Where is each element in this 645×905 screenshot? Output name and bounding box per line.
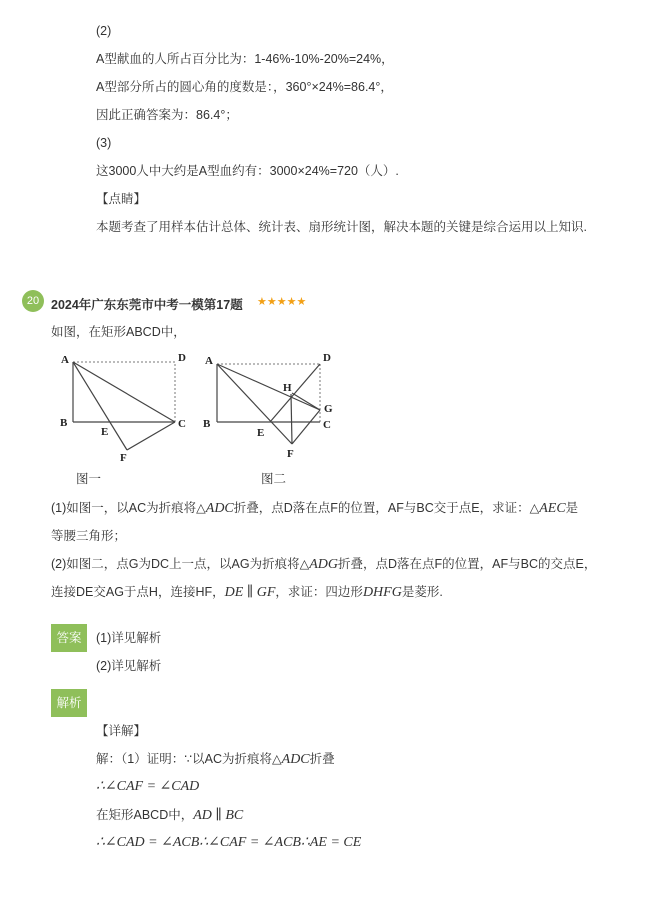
part2-line3: 因此正确答案为：86.4°； xyxy=(96,108,238,122)
fig1-label-c: C xyxy=(178,418,186,430)
answer-tag: 答案 xyxy=(51,624,87,652)
difficulty-stars: ★★★★★ xyxy=(257,296,307,308)
part3-line1: 这3000人中大约是A型血约有：3000×24%=720（人）. xyxy=(96,164,399,178)
fig1-label-e: E xyxy=(101,426,109,438)
figure-one-caption: 图一 xyxy=(76,472,102,486)
comment-text: 本题考查了用样本估计总体、统计表、扇形统计图，解决本题的关键是综合运用以上知识. xyxy=(96,220,587,234)
answer-line1: (1)详见解析 xyxy=(96,631,162,645)
fig2-label-d: D xyxy=(323,352,331,364)
fig1-label-a: A xyxy=(61,354,69,366)
analysis-line1: 解：（1）证明：∵以AC为折痕将△ADC折叠 xyxy=(96,752,335,767)
analysis-tag: 解析 xyxy=(51,689,87,717)
analysis-line3: 在矩形ABCD中，AD ∥ BC xyxy=(96,808,244,823)
fig2-label-b: B xyxy=(203,418,211,430)
part3-label: (3) xyxy=(96,136,112,150)
fig1-label-d: D xyxy=(178,352,186,364)
question-2-line2: 连接DE交AG于点H，连接HF，DE ∥ GF，求证：四边形DHFG是菱形. xyxy=(51,585,443,600)
problem-intro: 如图，在矩形ABCD中， xyxy=(51,325,186,339)
fig2-label-e: E xyxy=(257,427,265,439)
question-1-line2: 等腰三角形； xyxy=(51,529,127,543)
figure-two-caption: 图二 xyxy=(261,472,287,486)
figure-one xyxy=(55,348,195,466)
fig2-label-h: H xyxy=(283,382,292,394)
analysis-line2: ∴∠CAF = ∠CAD xyxy=(96,779,200,794)
part2-label: (2) xyxy=(96,24,112,38)
analysis-heading: 【详解】 xyxy=(96,724,147,738)
figure-two xyxy=(200,348,345,466)
question-1-line1: (1)如图一，以AC为折痕将△ADC折叠，点D落在点F的位置，AF与BC交于点E，求证：△AEC是 xyxy=(51,501,579,516)
problem-number-badge: 20 xyxy=(22,290,44,312)
fig2-label-f: F xyxy=(287,448,294,460)
comment-heading: 【点睛】 xyxy=(96,192,147,206)
fig2-label-a: A xyxy=(205,355,213,367)
fig1-label-f: F xyxy=(120,452,127,464)
answer-line2: (2)详见解析 xyxy=(96,659,162,673)
part2-line1: A型献血的人所占百分比为：1-46%-10%-20%=24%， xyxy=(96,52,394,66)
fig2-label-c: C xyxy=(323,419,331,431)
problem-source: 2024年广东东莞市中考一模第17题 xyxy=(51,298,243,312)
analysis-line4: ∴∠CAD = ∠ACB∴∠CAF = ∠ACB∴AE = CE xyxy=(96,835,362,850)
question-2-line1: (2)如图二，点G为DC上一点，以AG为折痕将△ADG折叠，点D落在点F的位置，AF与BC的交点E， xyxy=(51,557,597,572)
fig2-label-g: G xyxy=(324,403,333,415)
part2-line2: A型部分所占的圆心角的度数是：，360°×24%=86.4°， xyxy=(96,80,393,94)
fig1-label-b: B xyxy=(60,417,68,429)
